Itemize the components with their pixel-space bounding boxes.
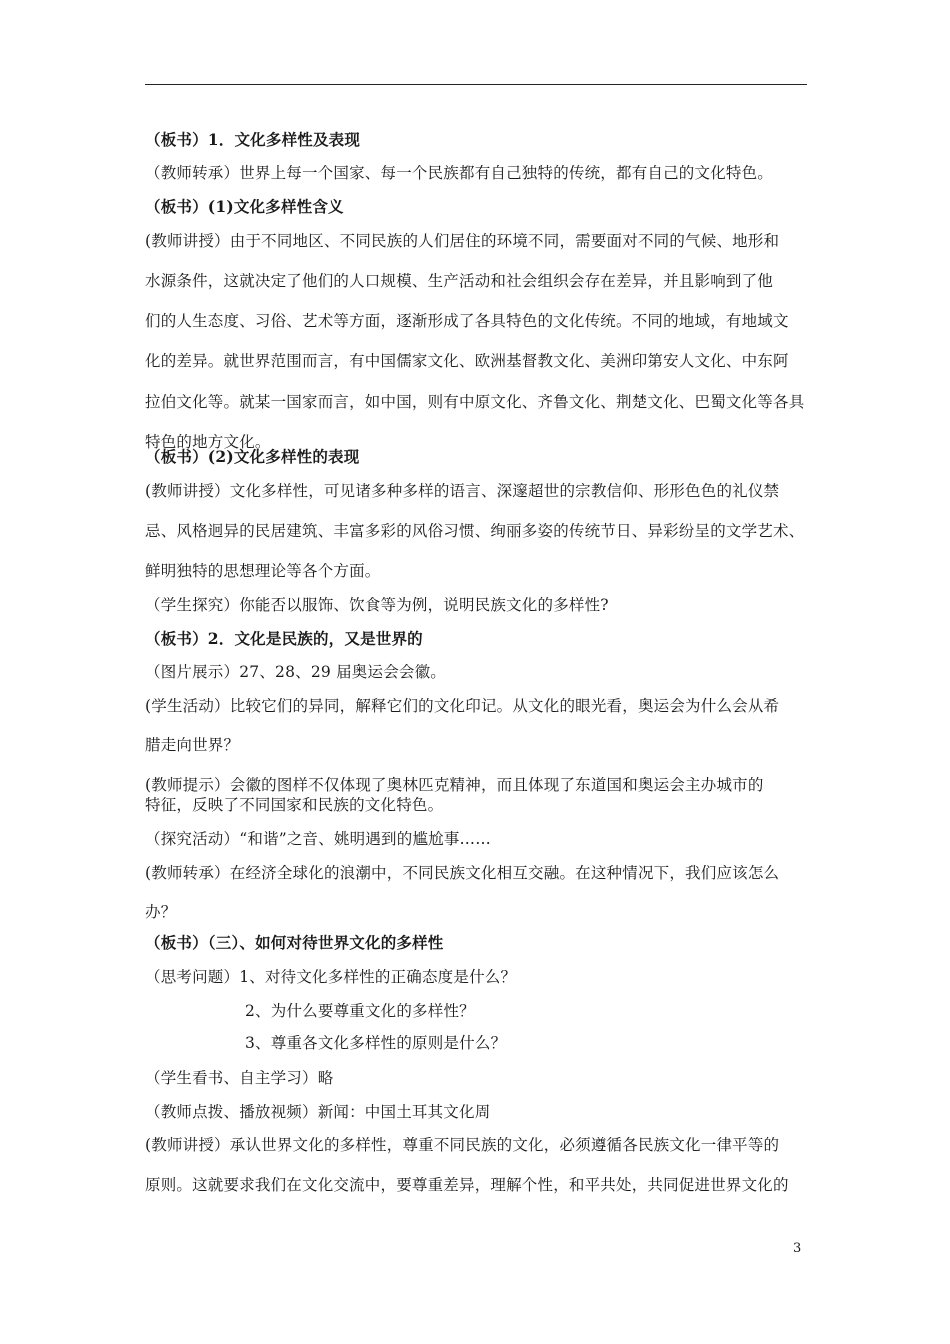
text-line: (学生活动）比较它们的异同，解释它们的文化印记。从文化的眼光看，奥运会为什么会从希 [145, 697, 780, 715]
text-line: (教师转承）在经济全球化的浪潮中，不同民族文化相互交融。在这种情况下，我们应该怎么 [145, 864, 780, 882]
text-line: (教师讲授）由于不同地区、不同民族的人们居住的环境不同，需要面对不同的气候、地形和 [145, 232, 780, 250]
text-line: （探究活动）“和谐”之音、姚明遇到的尴尬事…… [145, 830, 491, 848]
text-line: (教师讲授）文化多样性，可见诸多种多样的语言、深邃超世的宗教信仰、形形色色的礼仪禁 [145, 482, 780, 500]
text-line: 腊走向世界？ [145, 736, 240, 754]
text-line: （学生看书、自主学习）略 [145, 1069, 334, 1087]
heading-line: （板书）2．文化是民族的，又是世界的 [145, 629, 423, 648]
page-number: 3 [793, 1241, 802, 1256]
text-line: 化的差异。就世界范围而言，有中国儒家文化、欧洲基督教文化、美洲印第安人文化、中东阿 [145, 352, 789, 370]
heading-line: （板书）（三）、如何对待世界文化的多样性 [145, 933, 444, 952]
text-line: 特色的地方文化。 [145, 433, 271, 451]
text-line: （学生探究）你能否以服饰、饮食等为例，说明民族文化的多样性? [145, 596, 609, 614]
text-line: （教师转承）世界上每一个国家、每一个民族都有自己独特的传统，都有自己的文化特色。 [145, 164, 774, 182]
text-line: 3、尊重各文化多样性的原则是什么？ [245, 1034, 507, 1052]
text-line: (教师讲授）承认世界文化的多样性，尊重不同民族的文化，必须遵循各民族文化一律平等的 [145, 1136, 780, 1154]
heading-line: （板书）1．文化多样性及表现 [145, 130, 361, 149]
text-line: （思考问题）1、对待文化多样性的正确态度是什么？ [145, 968, 517, 986]
text-line: 办？ [145, 903, 177, 921]
text-line: 特征，反映了不同国家和民族的文化特色。 [145, 796, 444, 814]
text-line: 们的人生态度、习俗、艺术等方面，逐渐形成了各具特色的文化传统。不同的地域，有地域文 [145, 312, 789, 330]
text-line: 拉伯文化等。就某一国家而言，如中国，则有中原文化、齐鲁文化、荆楚文化、巴蜀文化等各具 [145, 393, 805, 411]
heading-line: （板书）(2)文化多样性的表现 [145, 447, 360, 466]
text-line: 鲜明独特的思想理论等各个方面。 [145, 562, 381, 580]
text-line: 原则。这就要求我们在文化交流中，要尊重差异，理解个性，和平共处，共同促进世界文化的 [145, 1176, 789, 1194]
text-line: 忌、风格迥异的民居建筑、丰富多彩的风俗习惯、绚丽多姿的传统节日、异彩纷呈的文学艺术、 [145, 522, 805, 540]
header-rule [145, 84, 807, 85]
text-line: （图片展示）27、28、29 届奥运会会徽。 [145, 663, 446, 681]
text-line: 2、为什么要尊重文化的多样性？ [245, 1002, 475, 1020]
text-line: （教师点拨、播放视频）新闻：中国土耳其文化周 [145, 1103, 491, 1121]
heading-line: （板书）(1)文化多样性含义 [145, 197, 344, 216]
text-line: (教师提示）会徽的图样不仅体现了奥林匹克精神，而且体现了东道国和奥运会主办城市的 [145, 776, 764, 794]
text-line: 水源条件，这就决定了他们的人口规模、生产活动和社会组织会存在差异，并且影响到了他 [145, 272, 774, 290]
